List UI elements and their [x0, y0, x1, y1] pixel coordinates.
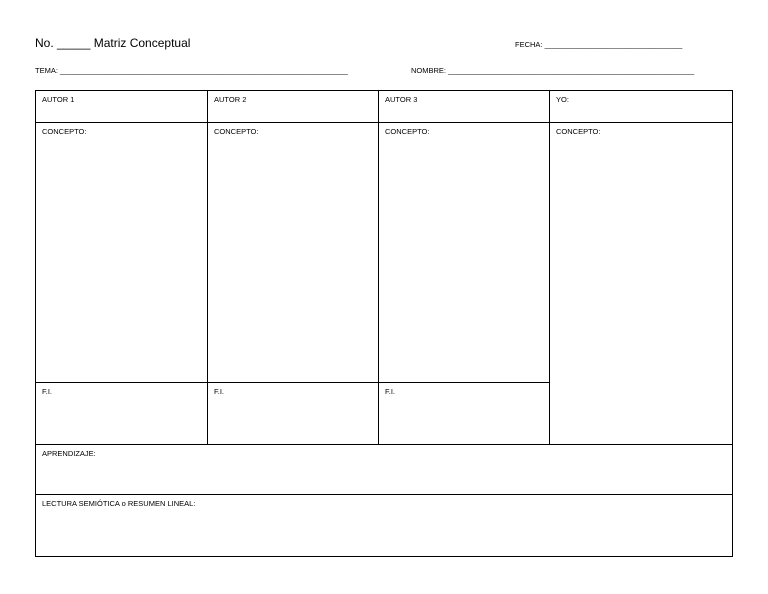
author-2-cell[interactable]: AUTOR 2	[207, 90, 379, 123]
fi-2-cell[interactable]: F.I.	[207, 382, 379, 445]
concept-yo-cell[interactable]: CONCEPTO:	[549, 122, 733, 445]
lectura-cell[interactable]: LECTURA SEMIÓTICA o RESUMEN LINEAL:	[35, 494, 733, 557]
concept-1-cell[interactable]: CONCEPTO:	[35, 122, 208, 383]
fecha-field[interactable]: FECHA: _________________________________	[515, 40, 683, 49]
aprendizaje-cell[interactable]: APRENDIZAJE:	[35, 444, 733, 495]
concept-3-cell[interactable]: CONCEPTO:	[378, 122, 550, 383]
nombre-field[interactable]: NOMBRE: ___________________________________________________________	[411, 66, 695, 75]
author-1-cell[interactable]: AUTOR 1	[35, 90, 208, 123]
concept-2-cell[interactable]: CONCEPTO:	[207, 122, 379, 383]
yo-cell[interactable]: YO:	[549, 90, 733, 123]
fi-1-cell[interactable]: F.I.	[35, 382, 208, 445]
tema-field[interactable]: TEMA: _____________________________________________________________________	[35, 66, 348, 75]
fi-3-cell[interactable]: F.I.	[378, 382, 550, 445]
author-3-cell[interactable]: AUTOR 3	[378, 90, 550, 123]
form-title: No. _____ Matriz Conceptual	[35, 36, 191, 50]
